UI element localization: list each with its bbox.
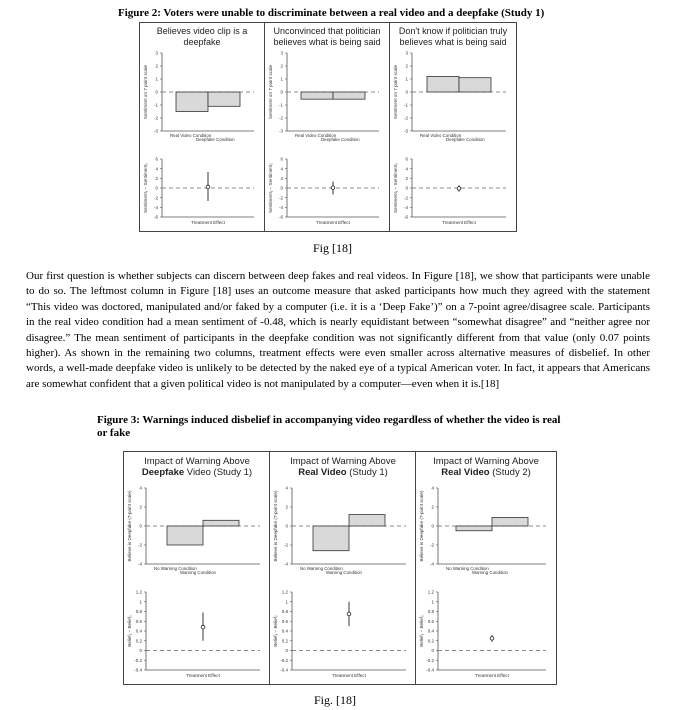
heading-bold: Real Video [298, 467, 347, 478]
x-category-label: No Warning Condition [154, 566, 197, 571]
y-tick-label: 4 [285, 485, 288, 491]
y-tick-label: 2 [285, 504, 288, 510]
bar [203, 520, 239, 526]
y-tick-label: -3 [153, 128, 158, 134]
y-tick-label: -2 [429, 542, 434, 548]
panel-heading [270, 456, 416, 478]
y-tick-label: 0.4 [281, 628, 288, 634]
y-tick-label: 6 [280, 156, 283, 162]
y-tick-label: -2 [403, 195, 408, 201]
figure3-panel-3 [415, 451, 557, 685]
y-tick-label: 4 [431, 485, 434, 491]
y-tick-label: 1 [155, 76, 158, 82]
y-axis-label: Sentiment₁ − Sentiment₂ [268, 163, 273, 213]
y-tick-label: 1 [280, 76, 283, 82]
y-tick-label: 0.6 [281, 618, 288, 624]
y-axis-label: Sentiment₁ − Sentiment₂ [393, 163, 398, 213]
y-axis-label: Believe is Deepfake (7-point scale) [127, 490, 132, 562]
y-tick-label: -6 [403, 214, 408, 220]
y-tick-label: 3 [405, 50, 408, 56]
bar-chart [270, 480, 416, 582]
effect-chart [270, 582, 416, 684]
y-tick-label: 4 [280, 166, 283, 172]
x-axis-label: Treatment Effect [186, 673, 220, 678]
figure3-title: Figure 3: Warnings induced disbelief in accompanying video regardless of whether the video is real or fake [97, 414, 561, 439]
bar [459, 78, 491, 92]
heading-line2 [124, 467, 270, 478]
y-tick-label: 3 [155, 50, 158, 56]
heading-line1: Impact of Warning Above [144, 456, 250, 467]
figure2-panel-1 [139, 22, 265, 232]
x-category-label: Deepfake Condition [446, 137, 485, 142]
y-tick-label: -0.4 [280, 667, 288, 673]
point-estimate [490, 637, 494, 641]
y-tick-label: 0 [285, 648, 288, 654]
y-tick-label: -4 [429, 561, 434, 567]
point-estimate [206, 185, 210, 189]
bar [167, 526, 203, 545]
bar [349, 515, 385, 526]
x-category-label: No Warning Condition [446, 566, 489, 571]
y-tick-label: 1.2 [427, 589, 434, 595]
y-tick-label: -1 [153, 102, 158, 108]
y-tick-label: 2 [280, 175, 283, 181]
panel-heading: Don't know if politician truly believes what is being said [398, 26, 508, 47]
figure2-title: Figure 2: Voters were unable to discriminate between a real video and a deepfake (Study 1) [118, 7, 545, 19]
y-tick-label: 2 [280, 63, 283, 69]
y-tick-label: 2 [431, 504, 434, 510]
y-axis-label: Sentiment on 7 point scale [268, 64, 273, 120]
y-tick-label: 0 [139, 523, 142, 529]
y-axis-label: Sentiment₁ − Sentiment₂ [143, 163, 148, 213]
bar [301, 92, 333, 99]
y-tick-label: -6 [278, 214, 283, 220]
y-tick-label: -2 [278, 115, 283, 121]
y-tick-label: -0.2 [280, 657, 288, 663]
y-tick-label: 0 [285, 523, 288, 529]
y-tick-label: 4 [155, 166, 158, 172]
y-tick-label: 0 [280, 89, 283, 95]
y-tick-label: 4 [405, 166, 408, 172]
x-category-label: Real Video Condition [420, 133, 462, 138]
heading-line2 [416, 467, 556, 478]
y-tick-label: 0.6 [135, 618, 142, 624]
heading-line1: Impact of Warning Above [290, 456, 396, 467]
y-tick-label: 0.2 [427, 638, 434, 644]
y-tick-label: -0.2 [426, 657, 434, 663]
y-tick-label: 0.8 [281, 609, 288, 615]
effect-chart [416, 582, 556, 684]
panel-heading: Believes video clip is a deepfake [156, 26, 248, 47]
point-estimate [457, 187, 461, 191]
panel-heading [124, 456, 270, 478]
bar [208, 92, 240, 106]
heading-rest: (Study 1) [349, 467, 388, 478]
y-tick-label: 4 [139, 485, 142, 491]
panel-heading: Unconvinced that politician believes what is being said [273, 26, 381, 47]
figure3-caption: Fig. [18] [314, 693, 356, 707]
x-axis-label: Treatment Effect [191, 220, 225, 225]
y-tick-label: -4 [403, 204, 408, 210]
point-estimate [201, 625, 205, 629]
effect-chart [390, 149, 516, 231]
y-tick-label: 1.2 [281, 589, 288, 595]
y-tick-label: -3 [403, 128, 408, 134]
x-category-label: Warning Condition [326, 570, 362, 575]
y-tick-label: 1.2 [135, 589, 142, 595]
y-tick-label: -4 [283, 561, 288, 567]
y-tick-label: -2 [137, 542, 142, 548]
y-axis-label: Belief₁ − Belief₂ [273, 615, 278, 647]
y-tick-label: 0.8 [135, 609, 142, 615]
y-tick-label: -4 [137, 561, 142, 567]
y-tick-label: 0.8 [427, 609, 434, 615]
x-axis-label: Treatment Effect [332, 673, 366, 678]
y-tick-label: 0 [431, 523, 434, 529]
y-tick-label: 0 [139, 648, 142, 654]
x-category-label: Warning Condition [180, 570, 216, 575]
y-axis-label: Belief₁ − Belief₂ [419, 615, 424, 647]
bar-chart [416, 480, 556, 582]
figure2-panel-2 [264, 22, 390, 232]
y-tick-label: -2 [153, 195, 158, 201]
y-tick-label: 2 [405, 175, 408, 181]
y-tick-label: -0.2 [134, 657, 142, 663]
x-category-label: Real Video Condition [170, 133, 212, 138]
y-tick-label: 0.2 [135, 638, 142, 644]
y-tick-label: 2 [139, 504, 142, 510]
y-tick-label: 6 [405, 156, 408, 162]
figure3-panel-2 [269, 451, 417, 685]
heading-bold: Deepfake [141, 467, 185, 478]
bar-chart [140, 45, 264, 149]
y-tick-label: -2 [278, 195, 283, 201]
y-axis-label: Sentiment on 7 point scale [393, 64, 398, 120]
figure2-caption: Fig [18] [313, 241, 352, 255]
y-tick-label: -2 [283, 542, 288, 548]
figure2-panel-3 [389, 22, 517, 232]
x-axis-label: Treatment Effect [316, 220, 350, 225]
y-tick-label: 0.4 [427, 628, 434, 634]
body-paragraph [26, 269, 650, 392]
bar [333, 92, 365, 99]
y-tick-label: 3 [280, 50, 283, 56]
x-category-label: Deepfake Condition [321, 137, 360, 142]
x-axis-label: Treatment Effect [475, 673, 509, 678]
bar [427, 76, 459, 92]
y-tick-label: 2 [155, 175, 158, 181]
y-axis-label: Sentiment on 7 point scale [143, 64, 148, 120]
point-estimate [331, 186, 335, 190]
y-tick-label: -1 [278, 102, 283, 108]
heading-rest: Video (Study 1) [186, 467, 253, 478]
effect-chart [265, 149, 389, 231]
y-tick-label: -0.4 [426, 667, 434, 673]
y-axis-label: Believe is Deepfake (7-point scale) [419, 490, 424, 562]
y-tick-label: -3 [278, 128, 283, 134]
y-tick-label: 2 [405, 63, 408, 69]
y-tick-label: 1 [431, 599, 434, 605]
y-tick-label: -4 [153, 204, 158, 210]
bar [176, 92, 208, 112]
y-tick-label: -2 [403, 115, 408, 121]
point-estimate [347, 612, 351, 616]
x-category-label: Deepfake Condition [196, 137, 235, 142]
y-tick-label: 1 [139, 599, 142, 605]
heading-line2 [270, 467, 416, 478]
y-tick-label: 0.6 [427, 618, 434, 624]
y-tick-label: -6 [153, 214, 158, 220]
y-tick-label: 1 [285, 599, 288, 605]
heading-rest: (Study 2) [492, 467, 531, 478]
bar-chart [124, 480, 270, 582]
effect-chart [140, 149, 264, 231]
bar [492, 517, 528, 526]
x-category-label: Warning Condition [472, 570, 508, 575]
panel-heading [416, 456, 556, 478]
figure3-panel-1 [123, 451, 271, 685]
y-tick-label: 0 [155, 89, 158, 95]
heading-line1: Impact of Warning Above [433, 456, 539, 467]
y-tick-label: 0 [405, 185, 408, 191]
paragraph-text: Our first question is whether subjects can discern between deep fakes and real videos. In Figure [18], we show that participants were unable to do so. The leftmost column in Figure [18] uses an outcome measure that asked participants how much they agreed with the statement “This video was doctored, manipulated and/or faked by a computer (i.e. it is a ‘Deep Fake’)” on a 7-point agree/disagree scale. Participants in the real video condition had a mean sentiment of -0.48, which is nearly equidistant between “somewhat disagree” and “neither agree nor disagree.” The mean sentiment of participants in the deepfake condition was not significantly different from that value (only 0.07 points higher). As shown in the remaining two columns, treatment effects were even smaller across alternative measures of disbelief. In other words, a well-made deepfake video is unlikely to be detected by the naked eye of a typical American voter. In fact, it appears that Americans are somewhat confident that a given political video is not manipulated by a computer—even when it is.[18] [26, 270, 650, 390]
y-axis-label: Belief₁ − Belief₂ [127, 615, 132, 647]
y-tick-label: 0 [280, 185, 283, 191]
y-tick-label: 0 [405, 89, 408, 95]
y-tick-label: -4 [278, 204, 283, 210]
y-tick-label: 0.2 [281, 638, 288, 644]
heading-bold: Real Video [441, 467, 490, 478]
x-axis-label: Treatment Effect [442, 220, 476, 225]
effect-chart [124, 582, 270, 684]
x-category-label: No Warning Condition [300, 566, 343, 571]
y-tick-label: 2 [155, 63, 158, 69]
bar-chart [265, 45, 389, 149]
x-category-label: Real Video Condition [295, 133, 337, 138]
y-tick-label: 0 [431, 648, 434, 654]
y-tick-label: -1 [403, 102, 408, 108]
y-tick-label: 0.4 [135, 628, 142, 634]
y-tick-label: 0 [155, 185, 158, 191]
y-tick-label: -2 [153, 115, 158, 121]
y-axis-label: Believe is Deepfake (7-point scale) [273, 490, 278, 562]
bar-chart [390, 45, 516, 149]
bar [313, 526, 349, 551]
y-tick-label: 6 [155, 156, 158, 162]
bar [456, 526, 492, 531]
y-tick-label: -0.4 [134, 667, 142, 673]
y-tick-label: 1 [405, 76, 408, 82]
